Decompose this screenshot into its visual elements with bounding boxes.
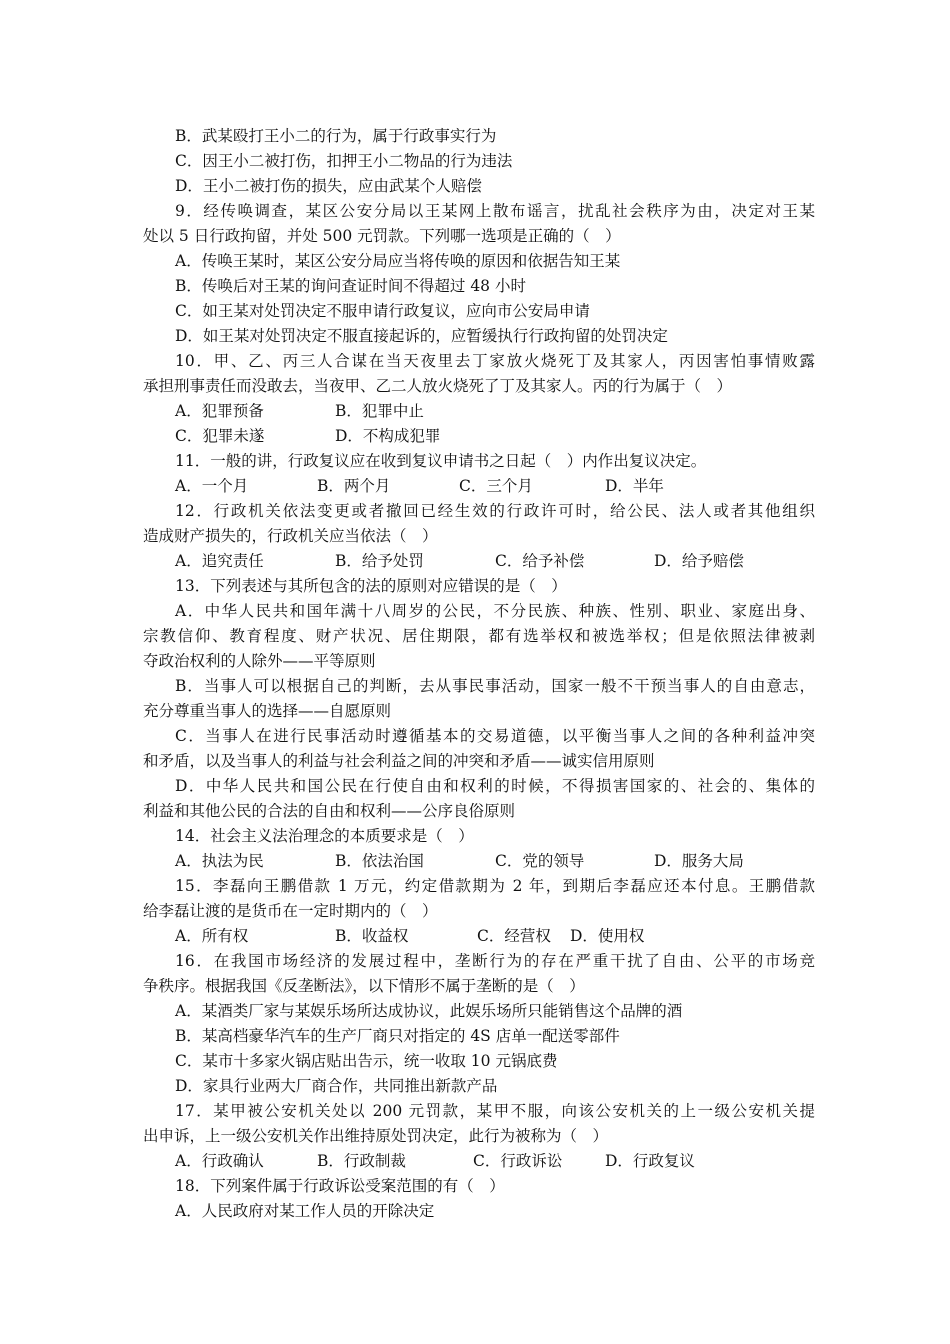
q12-options-row: [143, 549, 815, 574]
q16-stem-line-1: 16．在我国市场经济的发展过程中，垄断行为的存在严重干扰了自由、公平的市场竞: [175, 952, 815, 970]
q13-option-c-line-1: C．当事人在进行民事活动时遵循基本的交易道德，以平衡当事人之间的各种利益冲突: [175, 727, 815, 745]
q13-option-a-line-2: 宗教信仰、教育程度、财产状况、居住期限，都有选举权和被选举权；但是依照法律被剥: [143, 627, 815, 645]
q10-options-row-2: [143, 424, 815, 449]
q9-option-a: A．传唤王某时，某区公安分局应当将传唤的原因和依据告知王某: [175, 252, 621, 270]
q15-option-c: C．经营权: [477, 927, 551, 945]
q18-stem-line-1: 18．下列案件属于行政诉讼受案范围的有（ ）: [175, 1177, 505, 1195]
q10-option-d: D．不构成犯罪: [335, 427, 441, 445]
q16-option-b: B．某高档豪华汽车的生产厂商只对指定的 4S 店单一配送零部件: [175, 1027, 620, 1045]
q9-option-b: B．传唤后对王某的询问查证时间不得超过 48 小时: [175, 277, 526, 295]
q11-option-a: A．一个月: [175, 477, 249, 495]
q13-option-b-line-1: B．当事人可以根据自己的判断，去从事民事活动，国家一般不干预当事人的自由意志，: [175, 677, 815, 695]
q17-options-row: [143, 1149, 815, 1174]
q16-option-c: C．某市十多家火锅店贴出告示，统一收取 10 元锅底费: [175, 1052, 558, 1070]
q14-option-c: C．党的领导: [495, 852, 585, 870]
q9-option-c: C．如王某对处罚决定不服申请行政复议，应向市公安局申请: [175, 302, 590, 320]
q10-stem-line-2: 承担刑事责任而没敢去，当夜甲、乙二人放火烧死了丁及其家人。丙的行为属于（ ）: [143, 377, 733, 395]
q10-stem-line-1: 10．甲、乙、丙三人合谋在当天夜里去丁家放火烧死丁及其家人，丙因害怕事情败露: [175, 352, 815, 370]
q14-option-d: D．服务大局: [654, 852, 744, 870]
q16-stem-line-2: 争秩序。根据我国《反垄断法》，以下情形不属于垄断的是（ ）: [143, 977, 585, 995]
q14-options-row: [143, 849, 815, 874]
q15-stem-line-1: 15．李磊向王鹏借款 1 万元，约定借款期为 2 年，到期后李磊应还本付息。王鹏借款: [175, 877, 815, 895]
q11-options-row: [143, 474, 815, 499]
q8-option-d: D．王小二被打伤的损失，应由武某个人赔偿: [175, 177, 482, 195]
q17-option-c: C．行政诉讼: [473, 1152, 563, 1170]
q11-option-b: B．两个月: [317, 477, 391, 495]
q13-option-d-line-2: 利益和其他公民的合法的自由和权利——公序良俗原则: [143, 802, 516, 820]
q14-option-a: A．执法为民: [175, 852, 264, 870]
q17-option-a: A．行政确认: [175, 1152, 264, 1170]
q18-option-a: A．人民政府对某工作人员的开除决定: [175, 1202, 435, 1220]
q9-option-d: D．如王某对处罚决定不服直接起诉的，应暂缓执行行政拘留的处罚决定: [175, 327, 668, 345]
q9-stem-line-2: 处以 5 日行政拘留，并处 500 元罚款。下列哪一选项是正确的（ ）: [143, 227, 621, 245]
q13-option-a-line-1: A．中华人民共和国年满十八周岁的公民，不分民族、种族、性别、职业、家庭出身、: [175, 602, 815, 620]
q10-option-b: B．犯罪中止: [335, 402, 424, 420]
q14-stem-line-1: 14．社会主义法治理念的本质要求是（ ）: [175, 827, 474, 845]
q8-option-b: B．武某殴打王小二的行为，属于行政事实行为: [175, 127, 497, 145]
q16-option-d: D．家具行业两大厂商合作，共同推出新款产品: [175, 1077, 498, 1095]
q17-option-d: D．行政复议: [605, 1152, 695, 1170]
q12-option-b: B．给予处罚: [335, 552, 424, 570]
q17-stem-line-2: 出申诉，上一级公安机关作出维持原处罚决定，此行为被称为（ ）: [143, 1127, 609, 1145]
q13-option-b-line-2: 充分尊重当事人的选择——自愿原则: [143, 702, 392, 720]
q12-stem-line-2: 造成财产损失的，行政机关应当依法（ ）: [143, 527, 438, 545]
q10-options-row-1: [143, 399, 815, 424]
q11-stem-line-1: 11．一般的讲，行政复议应在收到复议申请书之日起（ ）内作出复议决定。: [175, 452, 707, 470]
q13-option-d-line-1: D．中华人民共和国公民在行使自由和权利的时候，不得损害国家的、社会的、集体的: [175, 777, 815, 795]
q15-option-d: D．使用权: [570, 927, 645, 945]
q9-stem-line-1: 9．经传唤调查，某区公安分局以王某网上散布谣言，扰乱社会秩序为由，决定对王某: [175, 202, 815, 220]
q11-option-d: D．半年: [605, 477, 664, 495]
q8-option-c: C．因王小二被打伤，扣押王小二物品的行为违法: [175, 152, 513, 170]
q15-option-b: B．收益权: [335, 927, 409, 945]
q10-option-c: C．犯罪未遂: [175, 427, 265, 445]
q11-option-c: C．三个月: [459, 477, 533, 495]
q12-option-a: A．追究责任: [175, 552, 264, 570]
q13-option-a-line-3: 夺政治权利的人除外——平等原则: [143, 652, 376, 670]
q13-stem-line-1: 13．下列表述与其所包含的法的原则对应错误的是（ ）: [175, 577, 567, 595]
q15-option-a: A．所有权: [175, 927, 249, 945]
q13-option-c-line-2: 和矛盾，以及当事人的利益与社会利益之间的冲突和矛盾——诚实信用原则: [143, 752, 655, 770]
q10-option-a: A．犯罪预备: [175, 402, 264, 420]
q15-options-row: [143, 924, 815, 949]
question-list: [143, 124, 815, 1224]
q12-option-c: C．给予补偿: [495, 552, 585, 570]
q17-option-b: B．行政制裁: [317, 1152, 406, 1170]
q12-stem-line-1: 12．行政机关依法变更或者撤回已经生效的行政许可时，给公民、法人或者其他组织: [175, 502, 815, 520]
q12-option-d: D．给予赔偿: [654, 552, 744, 570]
q16-option-a: A．某酒类厂家与某娱乐场所达成协议，此娱乐场所只能销售这个品牌的酒: [175, 1002, 683, 1020]
q17-stem-line-1: 17．某甲被公安机关处以 200 元罚款，某甲不服，向该公安机关的上一级公安机关提: [175, 1102, 815, 1120]
q15-stem-line-2: 给李磊让渡的是货币在一定时期内的（ ）: [143, 902, 438, 920]
q14-option-b: B．依法治国: [335, 852, 424, 870]
